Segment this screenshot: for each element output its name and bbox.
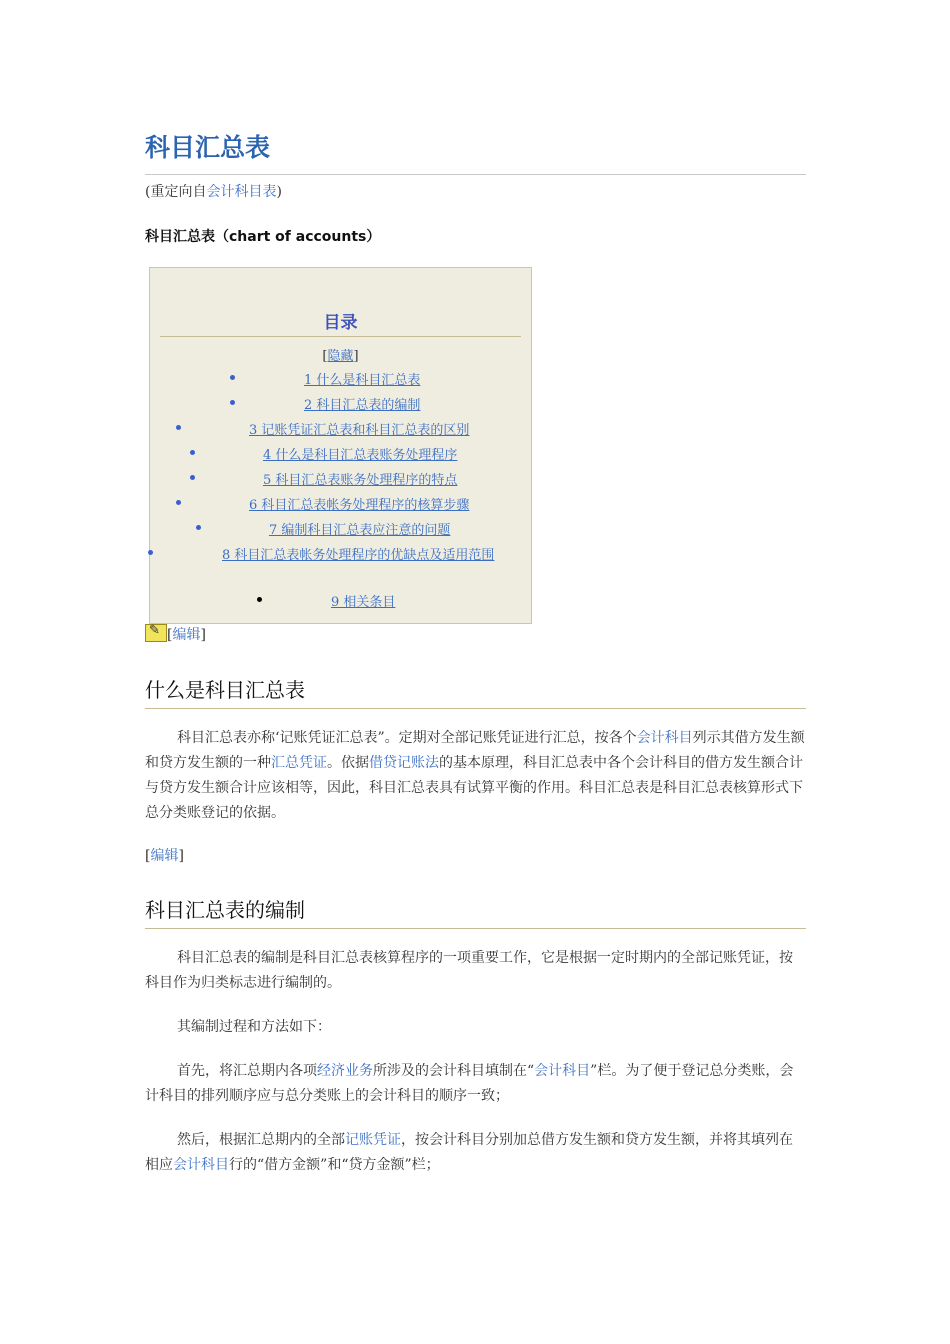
bullet-icon <box>230 375 235 380</box>
section-2-paragraph-2 <box>145 1015 806 1040</box>
edit-bracket-open: [ <box>167 627 173 643</box>
toc-toggle <box>150 345 531 364</box>
bullet-icon <box>176 500 181 505</box>
text-span: 科目汇总表亦称‘记账凭证汇总表”。定期对全部记账凭证进行汇总，按各个 <box>177 730 637 746</box>
toc-item-2[interactable]: 2 科目汇总表的编制 <box>304 398 421 413</box>
link-voucher[interactable]: 记账凭证 <box>345 1132 401 1148</box>
bullet-icon <box>257 597 262 602</box>
toc-hide-link[interactable]: 隐藏 <box>327 349 354 364</box>
toc-item-8[interactable]: 8 科目汇总表帐务处理程序的优缺点及适用范围 <box>222 548 495 563</box>
bullet-icon <box>176 425 181 430</box>
bullet-icon <box>190 475 195 480</box>
text-span: 。依据 <box>327 755 369 771</box>
text-span: 的基本原理，科目汇总表中各个会计科目的借方发生额合计与贷方发生额合计应该相等，因此，科目汇总表具有试算平衡的作用。科目汇总表是科目汇总表核算形式下总分类账登记的依据。 <box>145 755 803 821</box>
edit-link[interactable]: 编辑 <box>150 848 179 864</box>
section-2-paragraph-4 <box>145 1128 806 1178</box>
link-accounting-subject[interactable]: 会计科目 <box>534 1063 591 1079</box>
redirect-link[interactable]: 会计科目表 <box>206 184 277 200</box>
toc-item-6[interactable]: 6 科目汇总表帐务处理程序的核算步骤 <box>249 498 470 513</box>
article-subtitle: 科目汇总表（chart of accounts） <box>145 229 381 245</box>
toc-toggle-open: [ <box>322 349 328 364</box>
text-span: 行的“借方金额”和“贷方金额”栏； <box>229 1157 440 1173</box>
text-span: ，按会计科目分别加总借方发生额和贷方发生额，并将其填列在相应 <box>145 1132 793 1173</box>
page-title: 科目汇总表 <box>145 128 806 175</box>
section-2-paragraph-1 <box>145 946 806 996</box>
text-span: 首先，将汇总期内各项 <box>177 1063 317 1079</box>
edit-link[interactable]: 编辑 <box>172 627 201 643</box>
bullet-icon <box>196 525 201 530</box>
toc-item-1[interactable]: 1 什么是科目汇总表 <box>304 373 421 388</box>
link-double-entry[interactable]: 借贷记账法 <box>369 755 439 771</box>
bullet-icon <box>190 450 195 455</box>
bullet-icon <box>230 400 235 405</box>
section-1-paragraph <box>145 726 806 826</box>
text-span: ”栏。为了便于登记总分类账，会计科目的排列顺序应与总分类账上的会计科目的顺序一致； <box>145 1063 794 1104</box>
section-heading-1: 什么是科目汇总表 <box>145 676 806 709</box>
text-span: 列示其借方发生额和贷方发生额的一种 <box>145 730 805 771</box>
edit-bracket-close: ] <box>178 848 184 864</box>
toc-item-4[interactable]: 4 什么是科目汇总表账务处理程序 <box>263 448 458 463</box>
edit-pencil-icon[interactable] <box>145 624 167 642</box>
edit-bracket-close: ] <box>200 627 206 643</box>
redirect-suffix: ) <box>276 184 282 200</box>
edit-row <box>145 624 206 644</box>
link-summary-voucher[interactable]: 汇总凭证 <box>271 755 327 771</box>
text-span: 所涉及的会计科目填制在“ <box>373 1063 535 1079</box>
link-accounting-subject[interactable]: 会计科目 <box>636 730 693 746</box>
table-of-contents <box>149 267 532 624</box>
section-heading-2: 科目汇总表的编制 <box>145 896 806 929</box>
bullet-icon <box>148 550 153 555</box>
toc-item-7[interactable]: 7 编制科目汇总表应注意的问题 <box>269 523 451 538</box>
toc-item-5[interactable]: 5 科目汇总表账务处理程序的特点 <box>263 473 458 488</box>
toc-toggle-close: ] <box>353 349 359 364</box>
text-span: 然后，根据汇总期内的全部 <box>177 1132 345 1148</box>
redirect-note <box>145 181 282 201</box>
section-2-paragraph-3 <box>145 1059 806 1109</box>
edit-bracket-open: [ <box>145 848 151 864</box>
redirect-prefix: (重定向自 <box>145 184 207 200</box>
toc-item-3[interactable]: 3 记账凭证汇总表和科目汇总表的区别 <box>249 423 470 438</box>
toc-title: 目录 <box>160 308 521 337</box>
link-economic-business[interactable]: 经济业务 <box>317 1063 373 1079</box>
toc-item-9[interactable]: 9 相关条目 <box>331 595 396 610</box>
text-span: 科目汇总表的编制是科目汇总表核算程序的一项重要工作，它是根据一定时期内的全部记账凭证，按科目作为归类标志进行编制的。 <box>145 950 793 991</box>
edit-row <box>145 845 184 865</box>
text-span: 其编制过程和方法如下： <box>177 1019 331 1035</box>
link-accounting-subject[interactable]: 会计科目 <box>173 1157 229 1173</box>
